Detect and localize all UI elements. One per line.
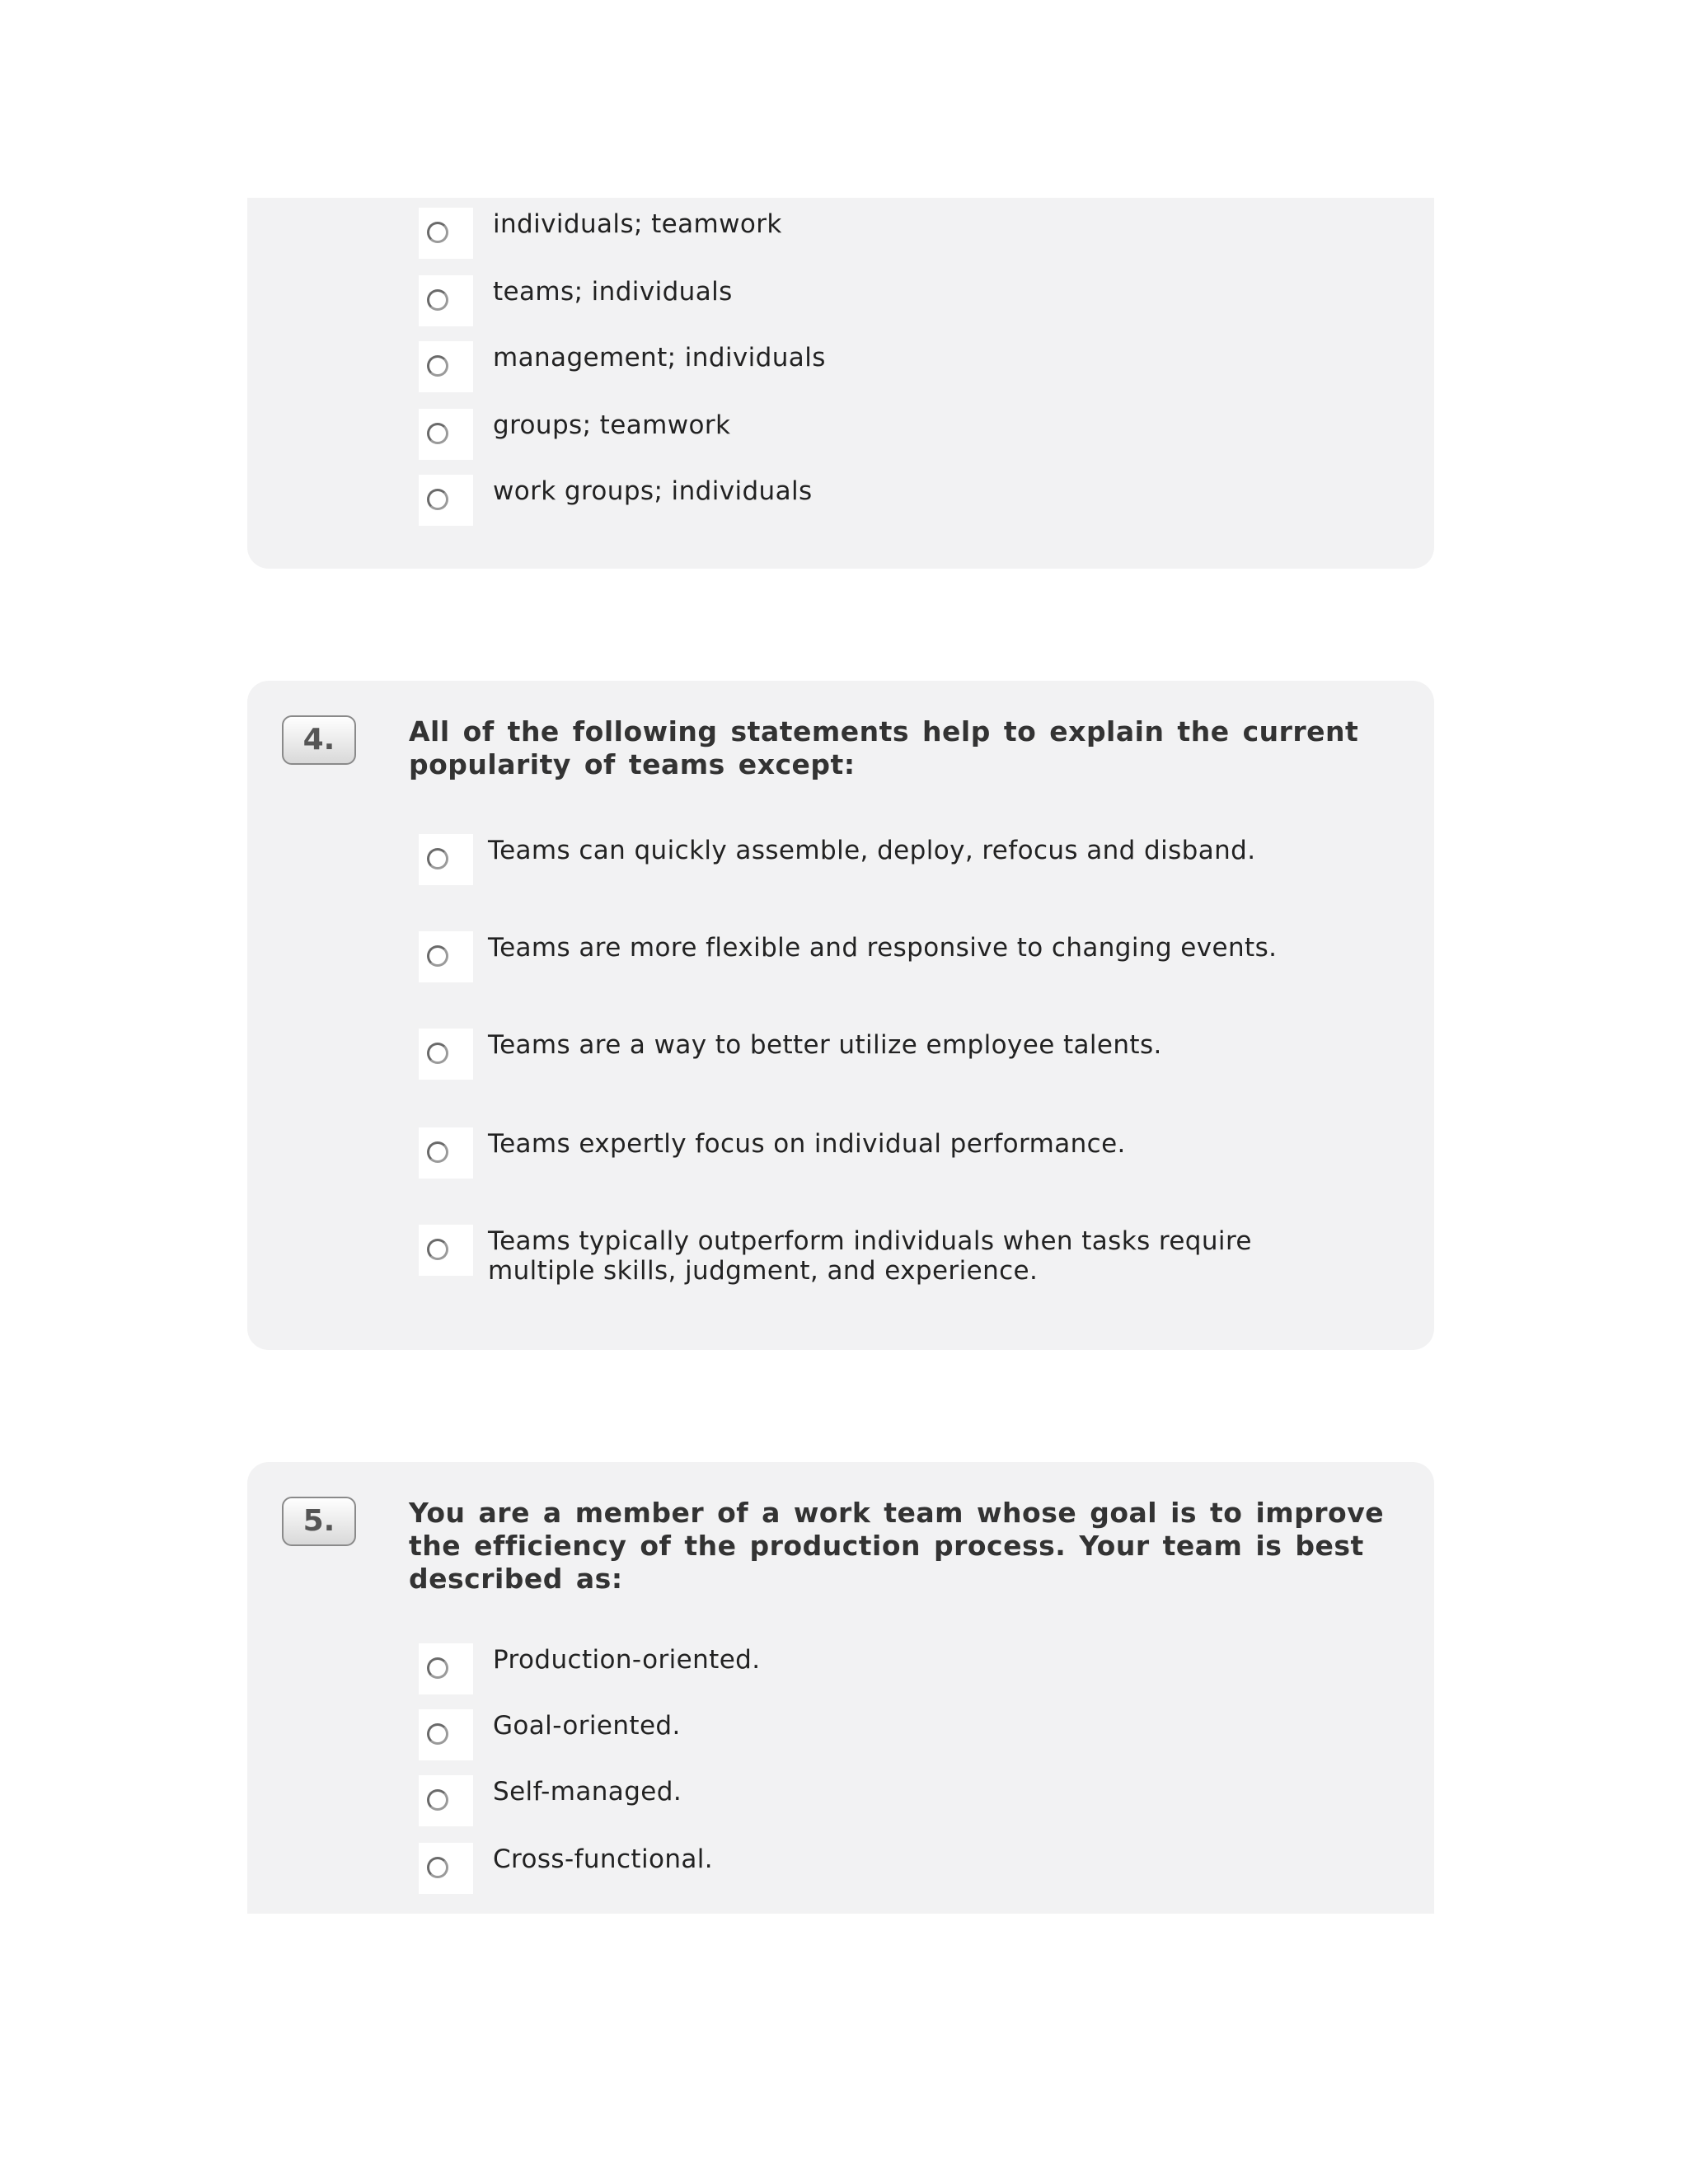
radio-button-container[interactable] [419, 834, 473, 885]
question-prompt: All of the following statements help to explain the current popularity of teams except: [409, 715, 1359, 780]
radio-button-icon[interactable] [427, 945, 448, 967]
answer-option-label: Goal-oriented. [493, 1711, 681, 1741]
radio-button-icon[interactable] [427, 1857, 448, 1878]
radio-button-icon[interactable] [427, 1141, 448, 1163]
radio-button-container[interactable] [419, 475, 473, 526]
radio-button-icon[interactable] [427, 1239, 448, 1260]
question-card-5 [247, 1462, 1434, 1914]
question-prompt: You are a member of a work team whose goal is to improve the efficiency of the production process. Your team is best described as: [409, 1497, 1385, 1595]
radio-button-container[interactable] [419, 1029, 473, 1080]
radio-button-container[interactable] [419, 1225, 473, 1276]
radio-button-icon[interactable] [427, 355, 448, 377]
answer-option-label: teams; individuals [493, 277, 733, 307]
answer-option-label: Teams are more flexible and responsive to changing events. [488, 933, 1278, 963]
radio-button-icon[interactable] [427, 848, 448, 869]
answer-option-label: Production-oriented. [493, 1645, 761, 1675]
radio-button-icon[interactable] [427, 423, 448, 444]
radio-button-container[interactable] [419, 409, 473, 460]
radio-button-container[interactable] [419, 1843, 473, 1894]
question-card-4 [247, 681, 1434, 1350]
answer-option-label: management; individuals [493, 343, 826, 373]
radio-button-icon[interactable] [427, 1657, 448, 1679]
answer-option-label: Teams typically outperform individuals when tasks require multiple skills, judgment, and experience. [488, 1226, 1252, 1286]
radio-button-container[interactable] [419, 931, 473, 982]
radio-button-icon[interactable] [427, 289, 448, 311]
radio-button-icon[interactable] [427, 1789, 448, 1811]
radio-button-icon[interactable] [427, 1723, 448, 1745]
radio-button-container[interactable] [419, 341, 473, 392]
radio-button-container[interactable] [419, 1775, 473, 1826]
answer-option-label: Self-managed. [493, 1777, 682, 1807]
question-number-badge: 4. [282, 715, 356, 765]
radio-button-container[interactable] [419, 208, 473, 259]
radio-button-icon[interactable] [427, 1043, 448, 1064]
answer-option-label: Cross-functional. [493, 1844, 714, 1874]
question-number-badge: 5. [282, 1497, 356, 1546]
radio-button-container[interactable] [419, 1127, 473, 1179]
answer-option-label: Teams can quickly assemble, deploy, refocus and disband. [488, 836, 1256, 865]
radio-button-icon[interactable] [427, 489, 448, 510]
radio-button-container[interactable] [419, 1709, 473, 1760]
radio-button-container[interactable] [419, 275, 473, 326]
answer-option-label: individuals; teamwork [493, 209, 782, 239]
radio-button-icon[interactable] [427, 222, 448, 243]
answer-option-label: Teams are a way to better utilize employee talents. [488, 1030, 1162, 1060]
answer-option-label: work groups; individuals [493, 476, 813, 506]
radio-button-container[interactable] [419, 1643, 473, 1694]
answer-option-label: Teams expertly focus on individual performance. [488, 1129, 1126, 1159]
answer-option-label: groups; teamwork [493, 410, 731, 440]
question-card-3 [247, 198, 1434, 569]
